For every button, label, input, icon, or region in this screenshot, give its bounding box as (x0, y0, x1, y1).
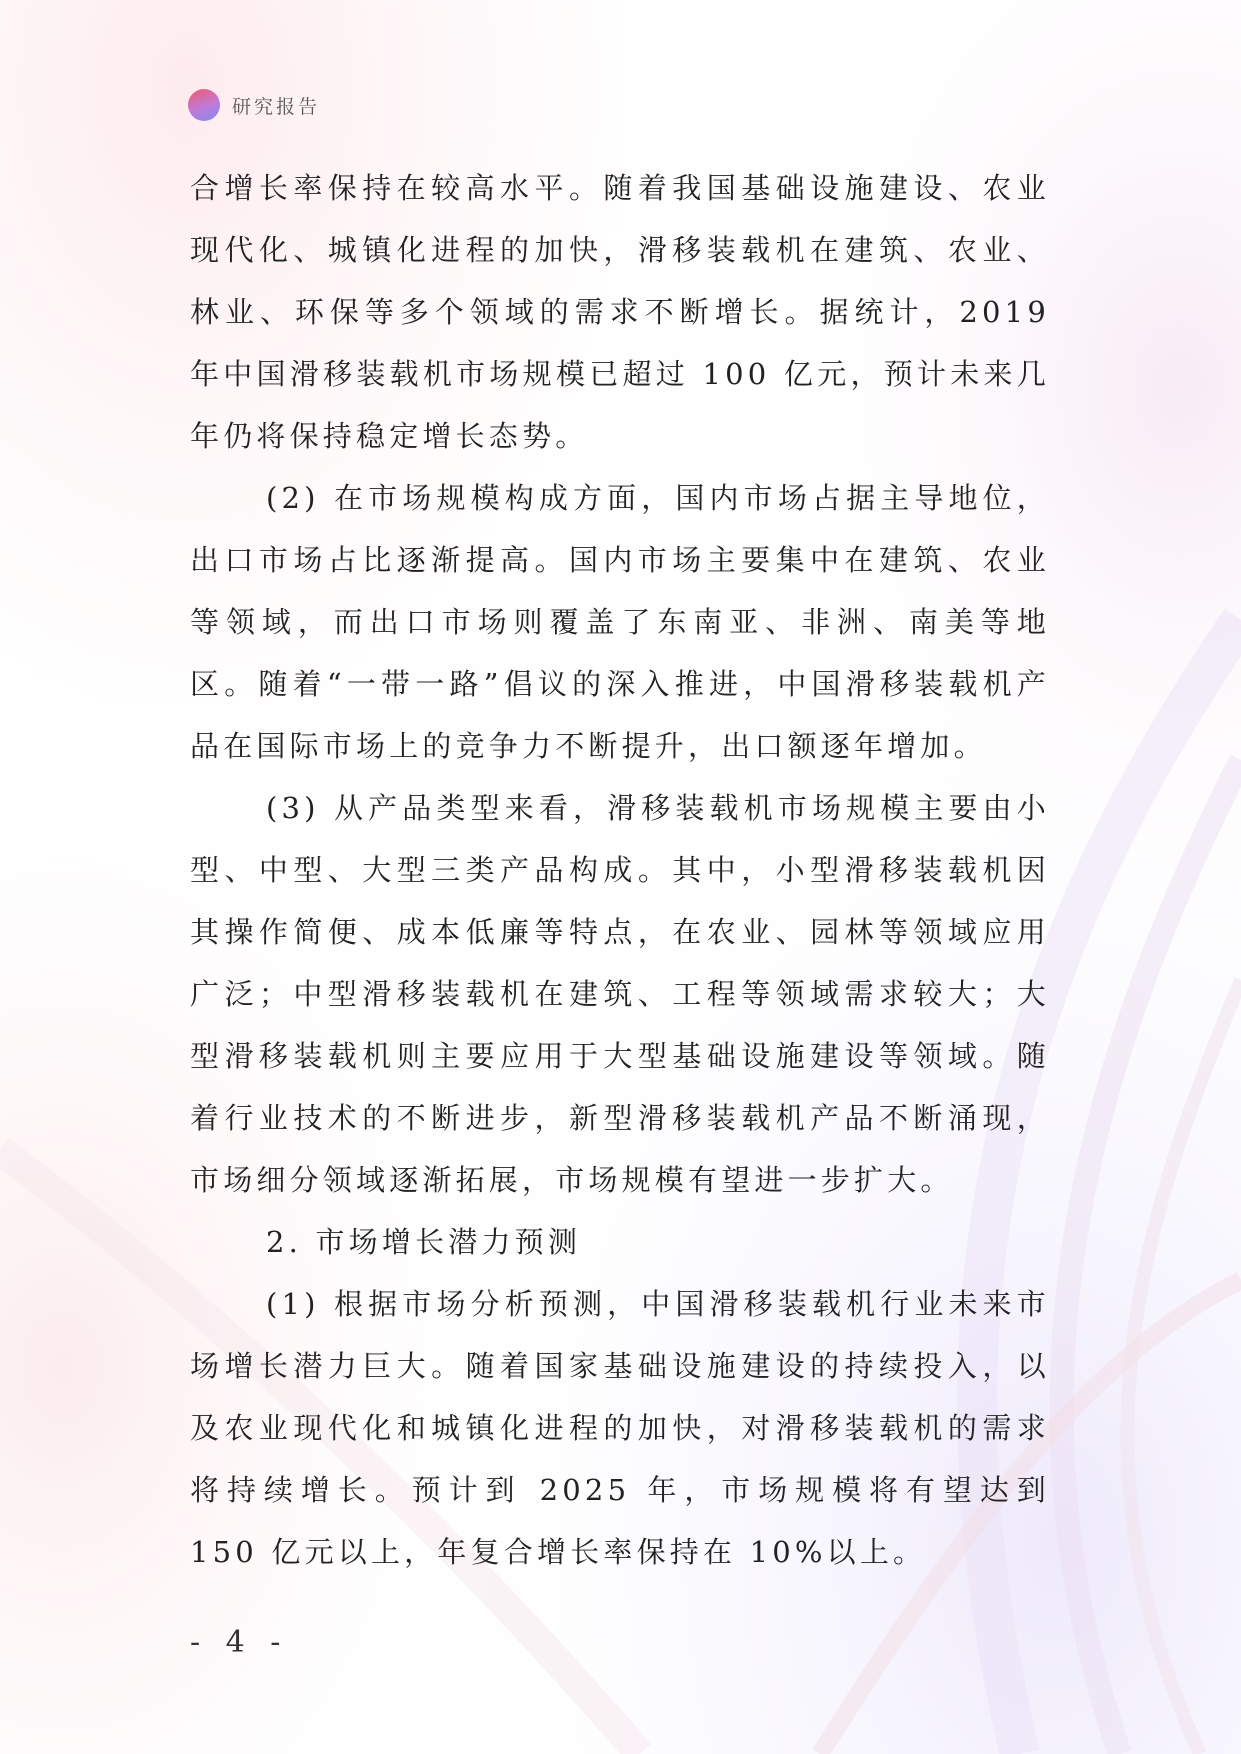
paragraph-continuation: 合增长率保持在较高水平。随着我国基础设施建设、农业现代化、城镇化进程的加快，滑移装载机在建筑、农业、林业、环保等多个领域的需求不断增长。据统计，2019 年中国滑移装载机市场规模已超过 100 亿元，预计未来几年仍将保持稳定增长态势。 (190, 171, 1050, 453)
header-logo-icon (188, 89, 220, 121)
paragraph-market-composition: (2) 在市场规模构成方面，国内市场占据主导地位，出口市场占比逐渐提高。国内市场主要集中在建筑、农业等领域，而出口市场则覆盖了东南亚、非洲、南美等地区。随着“一带一路”倡议的深入推进，中国滑移装载机产品在国际市场上的竞争力不断提升，出口额逐年增加。 (190, 481, 1050, 763)
paragraph-growth-forecast: (1) 根据市场分析预测，中国滑移装载机行业未来市场增长潜力巨大。随着国家基础设施建设的持续投入，以及农业现代化和城镇化进程的加快，对滑移装载机的需求将持续增长。预计到 2025 年，市场规模将有望达到 150 亿元以上，年复合增长率保持在 10%以上。 (190, 1287, 1050, 1569)
body-content (190, 157, 1050, 1583)
report-header (188, 88, 320, 122)
paragraph-product-types: (3) 从产品类型来看，滑移装载机市场规模主要由小型、中型、大型三类产品构成。其中，小型滑移装载机因其操作简便、成本低廉等特点，在农业、园林等领域应用广泛；中型滑移装载机在建筑、工程等领域需求较大；大型滑移装载机则主要应用于大型基础设施建设等领域。随着行业技术的不断进步，新型滑移装载机产品不断涌现，市场细分领域逐渐拓展，市场规模有望进一步扩大。 (190, 791, 1050, 1197)
header-title: 研究报告 (232, 95, 321, 118)
section-heading-growth-forecast: 2. 市场增长潜力预测 (266, 1225, 582, 1259)
page-number: - 4 - (190, 1625, 289, 1660)
